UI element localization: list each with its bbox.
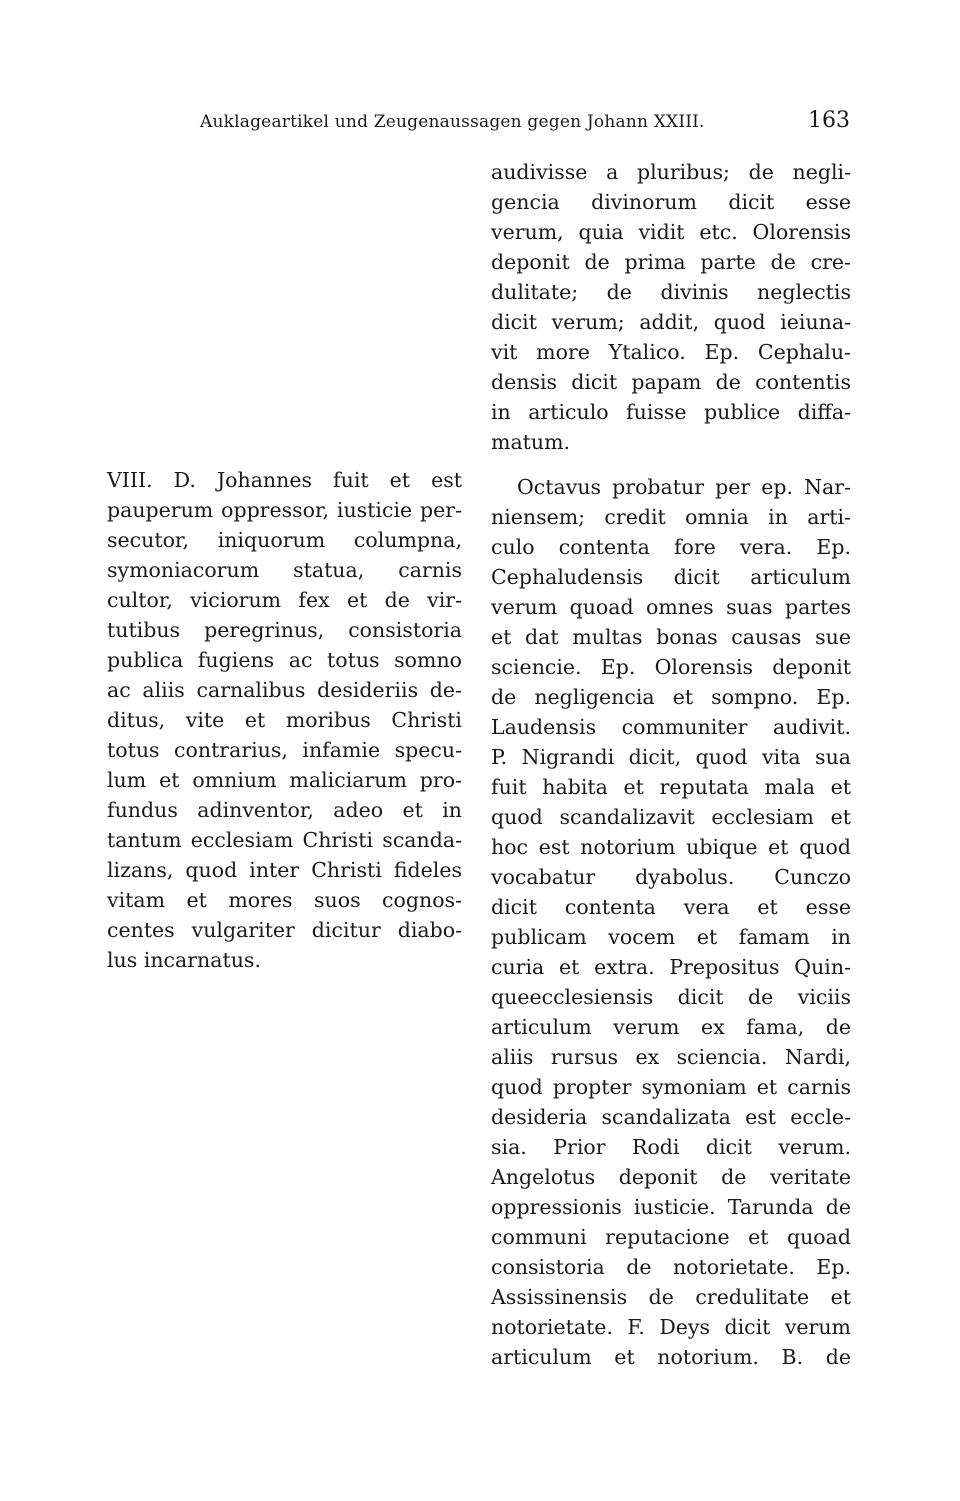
- text-line: symoniacorum statua, carnis: [107, 558, 462, 582]
- text-line: verum quoad omnes suas partes: [491, 595, 851, 619]
- page-header: [200, 108, 850, 138]
- text-line: Octavus probatur per ep. Nar-: [517, 475, 851, 499]
- text-line: cultor, viciorum fex et de vir-: [107, 588, 462, 612]
- text-line: communi reputacione et quoad: [491, 1225, 851, 1249]
- text-line: hoc est notorium ubique et quod: [491, 835, 851, 859]
- running-title: Auklageartikel und Zeugenaussagen gegen Johann XXIII.: [200, 112, 705, 132]
- page-number: 163: [808, 108, 850, 133]
- text-line: articulum et notorium. B. de: [491, 1345, 851, 1369]
- text-line: Assissinensis de credulitate et: [491, 1285, 851, 1309]
- text-line: fuit habita et reputata mala et: [491, 775, 851, 799]
- text-line: dulitate; de divinis neglectis: [491, 280, 851, 304]
- text-line: verum, quia vidit etc. Olorensis: [491, 220, 851, 244]
- text-line: queecclesiensis dicit de viciis: [491, 985, 851, 1009]
- text-line: centes vulgariter dicitur diabo-: [107, 918, 462, 942]
- text-line: deponit de prima parte de cre-: [491, 250, 851, 274]
- text-line: Cephaludensis dicit articulum: [491, 565, 851, 589]
- text-line: ditus, vite et moribus Christi: [107, 708, 462, 732]
- text-line: lum et omnium maliciarum pro-: [107, 768, 462, 792]
- text-line: secutor, iniquorum columpna,: [107, 528, 462, 552]
- text-line: desideria scandalizata est eccle-: [491, 1105, 851, 1129]
- text-line: audivisse a pluribus; de negli-: [491, 160, 851, 184]
- text-line: ac aliis carnalibus desideriis de-: [107, 678, 462, 702]
- text-line: publica fugiens ac totus somno: [107, 648, 462, 672]
- text-line: quod propter symoniam et carnis: [491, 1075, 851, 1099]
- text-line: curia et extra. Prepositus Quin-: [491, 955, 851, 979]
- text-line: articulum verum ex fama, de: [491, 1015, 851, 1039]
- left-column-article-text: [107, 465, 462, 975]
- text-line: tutibus peregrinus, consistoria: [107, 618, 462, 642]
- text-line: dicit verum; addit, quod ieiuna-: [491, 310, 851, 334]
- text-line: oppressionis iusticie. Tarunda de: [491, 1195, 851, 1219]
- text-line: notorietate. F. Deys dicit verum: [491, 1315, 851, 1339]
- text-line: sia. Prior Rodi dicit verum.: [491, 1135, 851, 1159]
- text-line: et dat multas bonas causas sue: [491, 625, 851, 649]
- text-line: matum.: [491, 430, 571, 454]
- text-line: P. Nigrandi dicit, quod vita sua: [491, 745, 851, 769]
- text-line: culo contenta fore vera. Ep.: [491, 535, 851, 559]
- text-line: in articulo fuisse publice diffa-: [491, 400, 851, 424]
- text-line: densis dicit papam de contentis: [491, 370, 851, 394]
- text-line: vitam et mores suos cognos-: [107, 888, 462, 912]
- right-column-testimony-text: [491, 157, 851, 1372]
- text-line: vocabatur dyabolus. Cunczo: [491, 865, 851, 889]
- text-line: VIII. D. Johannes fuit et est: [107, 468, 462, 492]
- text-line: Laudensis communiter audivit.: [491, 715, 851, 739]
- text-line: aliis rursus ex sciencia. Nardi,: [491, 1045, 851, 1069]
- text-line: de negligencia et sompno. Ep.: [491, 685, 851, 709]
- text-line: sciencie. Ep. Olorensis deponit: [491, 655, 851, 679]
- text-line: fundus adinventor, adeo et in: [107, 798, 462, 822]
- testimony-paragraph-2: [491, 472, 851, 1372]
- text-line: consistoria de notorietate. Ep.: [491, 1255, 851, 1279]
- text-line: quod scandalizavit ecclesiam et: [491, 805, 851, 829]
- text-line: totus contrarius, infamie specu-: [107, 738, 462, 762]
- text-line: gencia divinorum dicit esse: [491, 190, 851, 214]
- text-line: tantum ecclesiam Christi scanda-: [107, 828, 462, 852]
- text-line: niensem; credit omnia in arti-: [491, 505, 851, 529]
- text-line: lizans, quod inter Christi fideles: [107, 858, 462, 882]
- text-line: lus incarnatus.: [107, 948, 261, 972]
- text-line: dicit contenta vera et esse: [491, 895, 851, 919]
- text-line: publicam vocem et famam in: [491, 925, 851, 949]
- text-line: Angelotus deponit de veritate: [491, 1165, 851, 1189]
- testimony-paragraph-1: [491, 157, 851, 457]
- text-line: pauperum oppressor, iusticie per-: [107, 498, 462, 522]
- text-line: vit more Ytalico. Ep. Cephalu-: [491, 340, 851, 364]
